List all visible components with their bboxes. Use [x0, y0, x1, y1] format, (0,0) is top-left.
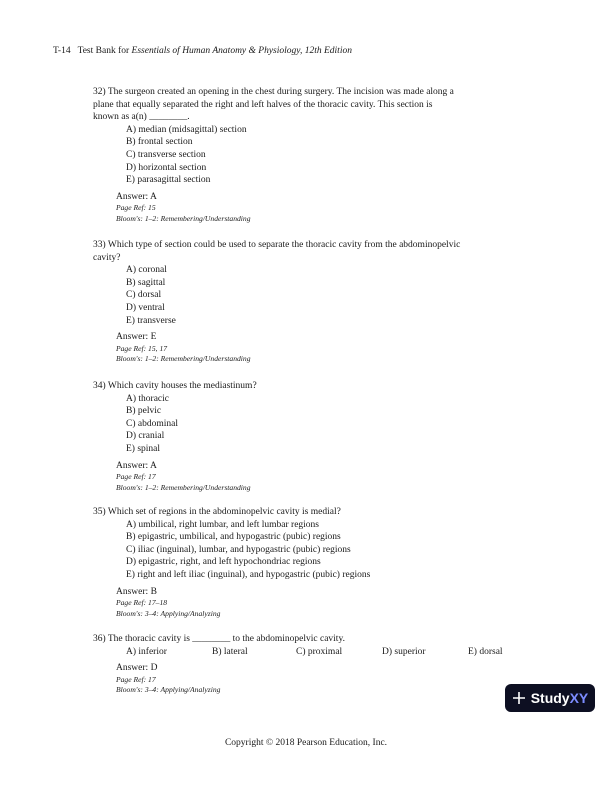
- question-stem: 32) The surgeon created an opening in the chest during surgery. The incision was made along a plane that equally separated the right and left halves of the thoracic cavity. This section is known as a(n) ________.: [93, 87, 454, 123]
- choice: A) median (midsagittal) section: [126, 124, 247, 135]
- choice: D) horizontal section: [126, 162, 207, 173]
- choice: D) cranial: [126, 431, 165, 442]
- badge-text: Study: [530, 690, 570, 706]
- choice: D) superior: [382, 646, 426, 657]
- choice: C) dorsal: [126, 290, 162, 301]
- choice: B) sagittal: [126, 277, 166, 288]
- question-stem: 36) The thoracic cavity is ________ to the abdominopelvic cavity.: [93, 634, 345, 644]
- answer: Answer: E: [116, 332, 157, 343]
- answer: Answer: B: [116, 586, 157, 597]
- choice: D) epigastric, right, and left hypochondriac regions: [126, 557, 321, 568]
- choice: C) iliac (inguinal), lumbar, and hypogastric (pubic) regions: [126, 544, 351, 555]
- choice: A) thoracic: [126, 393, 169, 404]
- question-stem: 34) Which cavity houses the mediastinum?: [93, 381, 257, 391]
- choice: E) parasagittal section: [126, 175, 211, 186]
- choice: C) transverse section: [126, 149, 206, 160]
- choice: B) frontal section: [126, 137, 193, 148]
- page-ref: Page Ref: 15: [116, 203, 156, 213]
- page-header: [53, 46, 352, 56]
- choice: B) pelvic: [126, 406, 162, 417]
- choice: B) lateral: [212, 646, 248, 657]
- question-stem: 33) Which type of section could be used to separate the thoracic cavity from the abdominopelvic cavity?: [93, 240, 461, 263]
- choice: B) epigastric, umbilical, and hypogastric (pubic) regions: [126, 532, 341, 543]
- book-title: Essentials of Human Anatomy & Physiology, 12th Edition: [131, 46, 352, 56]
- bloom-level: Bloom's: 1–2: Remembering/Understanding: [116, 354, 251, 364]
- header-prefix: Test Bank for: [77, 46, 130, 56]
- page-ref: Page Ref: 17–18: [116, 598, 168, 608]
- answer: Answer: A: [116, 460, 157, 471]
- question-33: [93, 239, 523, 365]
- answer: Answer: A: [116, 191, 157, 202]
- choice: E) transverse: [126, 315, 176, 326]
- plus-icon: [512, 691, 526, 705]
- choice: A) coronal: [126, 265, 167, 276]
- question-34: [93, 380, 523, 493]
- question-35: [93, 506, 523, 619]
- page-ref: Page Ref: 15, 17: [116, 343, 168, 353]
- page-number: T-14: [53, 46, 71, 56]
- choice: A) inferior: [126, 646, 167, 657]
- choice: C) proximal: [296, 646, 343, 657]
- page-ref: Page Ref: 17: [116, 674, 156, 684]
- studyxy-badge[interactable]: [505, 684, 595, 712]
- bloom-level: Bloom's: 3–4: Applying/Analyzing: [116, 608, 221, 618]
- badge-accent-text: XY: [569, 690, 589, 706]
- choice: E) spinal: [126, 443, 161, 454]
- bloom-level: Bloom's: 1–2: Remembering/Understanding: [116, 482, 251, 492]
- choice: C) abdominal: [126, 418, 178, 429]
- bloom-level: Bloom's: 1–2: Remembering/Understanding: [116, 213, 251, 223]
- choice: D) ventral: [126, 302, 165, 313]
- answer: Answer: D: [116, 663, 158, 674]
- choice: A) umbilical, right lumbar, and left lumbar regions: [126, 519, 320, 530]
- bloom-level: Bloom's: 3–4: Applying/Analyzing: [116, 685, 221, 695]
- choice: E) dorsal: [468, 646, 503, 657]
- page-ref: Page Ref: 17: [116, 472, 156, 482]
- question-stem: 35) Which set of regions in the abdominopelvic cavity is medial?: [93, 507, 341, 517]
- choice: E) right and left iliac (inguinal), and hypogastric (pubic) regions: [126, 569, 371, 580]
- question-32: [93, 86, 523, 224]
- choice-row: [126, 646, 523, 659]
- copyright-footer: Copyright © 2018 Pearson Education, Inc.: [224, 738, 388, 748]
- question-36: [93, 633, 523, 696]
